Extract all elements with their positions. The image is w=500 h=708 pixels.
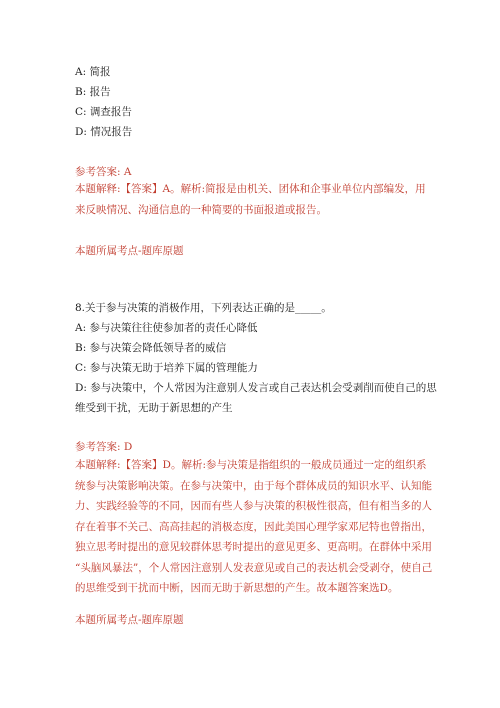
q7-answer: 参考答案: A	[75, 166, 132, 178]
q8-option-c: C: 参与决策无助于培养下属的管理能力	[75, 362, 258, 374]
q8-option-a: A: 参与决策往往使参加者的责任心降低	[75, 322, 258, 334]
q8-footer: 本题所属考点-题库原题	[75, 614, 184, 626]
q7-option-b: B: 报告	[75, 86, 111, 98]
q8-explanation-line: 力、实践经验等的不同，因而有些人参与决策的积极性很高，但有相当多的人	[75, 500, 432, 512]
q8-explanation-line: 的思维受到干扰而中断，因而无助于新思想的产生。故本题答案选D。	[75, 582, 399, 594]
q7-explanation-line: 来反映情况、沟通信息的一种简要的书面报道或报告。	[75, 203, 327, 216]
q7-explanation-line: 本题解释:【答案】A。解析:简报是由机关、团体和企事业单位内部编发，用	[75, 183, 426, 195]
q8-explanation-line: 存在着事不关己、高高挂起的消极态度，因此美国心理学家邓尼特也曾指出，	[75, 520, 432, 533]
q7-option-d: D: 情况报告	[75, 126, 133, 138]
q8-explanation	[75, 455, 435, 599]
q8-explanation-line: 本题解释:【答案】D。解析:参与决策是指组织的一般成员通过一定的组织系	[75, 459, 427, 471]
q8-option-d: D: 参与决策中，个人常因为注意别人发言或自己表达机会受剥削而使自己的思	[75, 382, 437, 394]
q8-option-b: B: 参与决策会降低领导者的威信	[75, 342, 227, 354]
q8-explanation-line: 独立思考时提出的意见较群体思考时提出的意见更多、更高明。在群体中采用	[75, 541, 432, 553]
q7-option-c: C: 调查报告	[75, 106, 132, 118]
q7-explanation	[75, 179, 435, 220]
q7-footer: 本题所属考点-题库原题	[75, 245, 184, 257]
q8-question: 8.关于参与决策的消极作用，下列表达正确的是_____。	[75, 302, 332, 314]
q8-explanation-line: “头脑风暴法”，个人常因注意别人发表意见或自己的表达机会受剥夺，使自己	[75, 561, 433, 574]
q8-answer: 参考答案: D	[75, 441, 133, 453]
q8-option-d-cont: 维受到干扰，无助于新思想的产生	[75, 402, 233, 414]
q8-explanation-line: 统参与决策影响决策。在参与决策中，由于每个群体成员的知识水平、认知能	[75, 479, 432, 492]
q7-option-a: A: 简报	[75, 66, 111, 78]
